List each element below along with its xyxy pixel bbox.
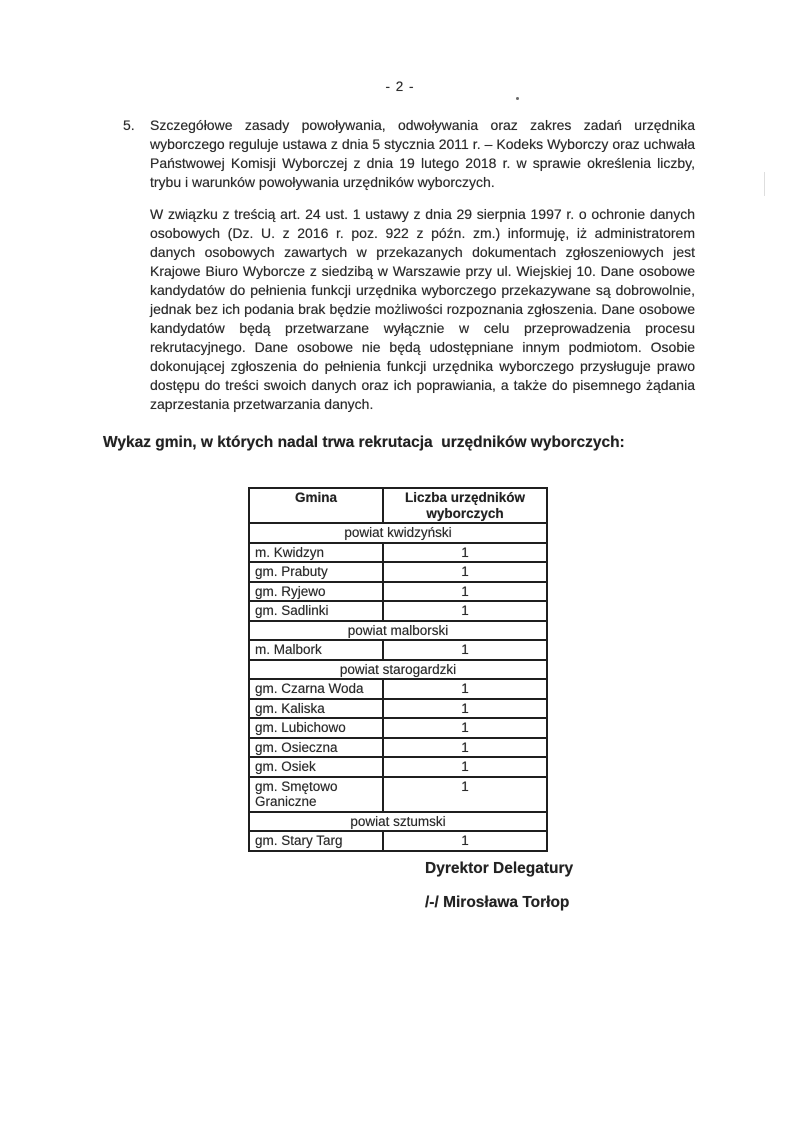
urzednicy-count-cell: 1 bbox=[383, 601, 547, 621]
column-header-gmina: Gmina bbox=[249, 488, 383, 523]
urzednicy-count-cell: 1 bbox=[383, 831, 547, 851]
table-header bbox=[249, 488, 547, 523]
signature-name: /-/ Mirosława Torłop bbox=[425, 894, 570, 911]
gmina-row bbox=[249, 738, 547, 758]
urzednicy-count-cell: 1 bbox=[383, 640, 547, 660]
powiat-label: powiat malborski bbox=[249, 621, 547, 641]
gmina-name-cell: gm. Osieczna bbox=[249, 738, 383, 758]
gmina-name-cell: gm. Prabuty bbox=[249, 562, 383, 582]
gmina-recruitment-table bbox=[248, 487, 548, 852]
urzednicy-count-cell: 1 bbox=[383, 562, 547, 582]
gmina-name-cell: gm. Lubichowo bbox=[249, 718, 383, 738]
gmina-name-cell: gm. Czarna Woda bbox=[249, 679, 383, 699]
gmina-name-cell: gm. Ryjewo bbox=[249, 582, 383, 602]
powiat-label: powiat kwidzyński bbox=[249, 523, 547, 543]
gmina-row bbox=[249, 640, 547, 660]
page-number: - 2 - bbox=[385, 79, 415, 94]
gmina-row bbox=[249, 757, 547, 777]
urzednicy-count-cell: 1 bbox=[383, 757, 547, 777]
table-header-row bbox=[249, 488, 547, 523]
list-number: 5. bbox=[123, 117, 135, 133]
numbered-paragraph-text: Szczegółowe zasady powoływania, odwoływania oraz zakres zadań urzędnika wyborczego reguluje ustawa z dnia 5 stycznia 2011 r. – Kodeks Wyborczy oraz uchwała Państwowej Komisji Wyborczej z dnia 19 lutego 2018 r. w sprawie określenia liczby, trybu i warunków powoływania urzędników wyborczych. bbox=[150, 117, 695, 190]
gmina-name-cell: gm. Stary Targ bbox=[249, 831, 383, 851]
powiat-section-row bbox=[249, 660, 547, 680]
gmina-row bbox=[249, 543, 547, 563]
scan-artifact-speck bbox=[516, 97, 519, 100]
powiat-label: powiat sztumski bbox=[249, 812, 547, 832]
column-header-liczba: Liczba urzędników wyborczych bbox=[383, 488, 547, 523]
gmina-row bbox=[249, 679, 547, 699]
data-protection-paragraph: W związku z treścią art. 24 ust. 1 ustawy z dnia 29 sierpnia 1997 r. o ochronie danych osobowych (Dz. U. z 2016 r. poz. 922 z późn. zm.) informuję, iż administratorem danych osobowych zawartych w przekazanych dokumentach zgłoszeniowych jest Krajowe Biuro Wyborcze z siedzibą w Warszawie przy ul. Wiejskiej 10. Dane osobowe kandydatów do pełnienia funkcji urzędnika wyborczego przekazywane są dobrowolnie, jednak bez ich podania brak będzie możliwości rozpoznania zgłoszenia. Dane osobowe kandydatów będą przetwarzane wyłącznie w celu przeprowadzenia procesu rekrutacyjnego. Dane osobowe nie będą udostępniane innym podmiotom. Osobie dokonującej zgłoszenia do pełnienia funkcji urzędnika wyborczego przysługuje prawo dostępu do treści swoich danych oraz ich poprawiania, a także do pisemnego żądania zaprzestania przetwarzania danych. bbox=[150, 206, 695, 412]
gmina-row bbox=[249, 699, 547, 719]
powiat-section-row bbox=[249, 523, 547, 543]
gmina-row bbox=[249, 718, 547, 738]
gmina-list-heading: Wykaz gmin, w których nadal trwa rekrutacja urzędników wyborczych: bbox=[103, 434, 625, 451]
urzednicy-count-cell: 1 bbox=[383, 679, 547, 699]
numbered-paragraph-5 bbox=[123, 116, 695, 192]
gmina-row bbox=[249, 562, 547, 582]
gmina-name-cell: gm. Sadlinki bbox=[249, 601, 383, 621]
signature-title: Dyrektor Delegatury bbox=[425, 860, 574, 877]
gmina-name-cell: m. Malbork bbox=[249, 640, 383, 660]
powiat-section-row bbox=[249, 621, 547, 641]
powiat-label: powiat starogardzki bbox=[249, 660, 547, 680]
gmina-table-body bbox=[249, 523, 547, 851]
gmina-name-cell: gm. Osiek bbox=[249, 757, 383, 777]
gmina-row bbox=[249, 582, 547, 602]
scan-artifact-line bbox=[764, 172, 765, 196]
gmina-name-cell: m. Kwidzyn bbox=[249, 543, 383, 563]
gmina-name-cell: gm. Kaliska bbox=[249, 699, 383, 719]
gmina-row bbox=[249, 601, 547, 621]
powiat-section-row bbox=[249, 812, 547, 832]
urzednicy-count-cell: 1 bbox=[383, 777, 547, 812]
signature-block bbox=[425, 860, 573, 912]
urzednicy-count-cell: 1 bbox=[383, 738, 547, 758]
urzednicy-count-cell: 1 bbox=[383, 699, 547, 719]
gmina-row bbox=[249, 831, 547, 851]
urzednicy-count-cell: 1 bbox=[383, 718, 547, 738]
gmina-row bbox=[249, 777, 547, 812]
urzednicy-count-cell: 1 bbox=[383, 543, 547, 563]
urzednicy-count-cell: 1 bbox=[383, 582, 547, 602]
gmina-name-cell: gm. Smętowo Graniczne bbox=[249, 777, 383, 812]
